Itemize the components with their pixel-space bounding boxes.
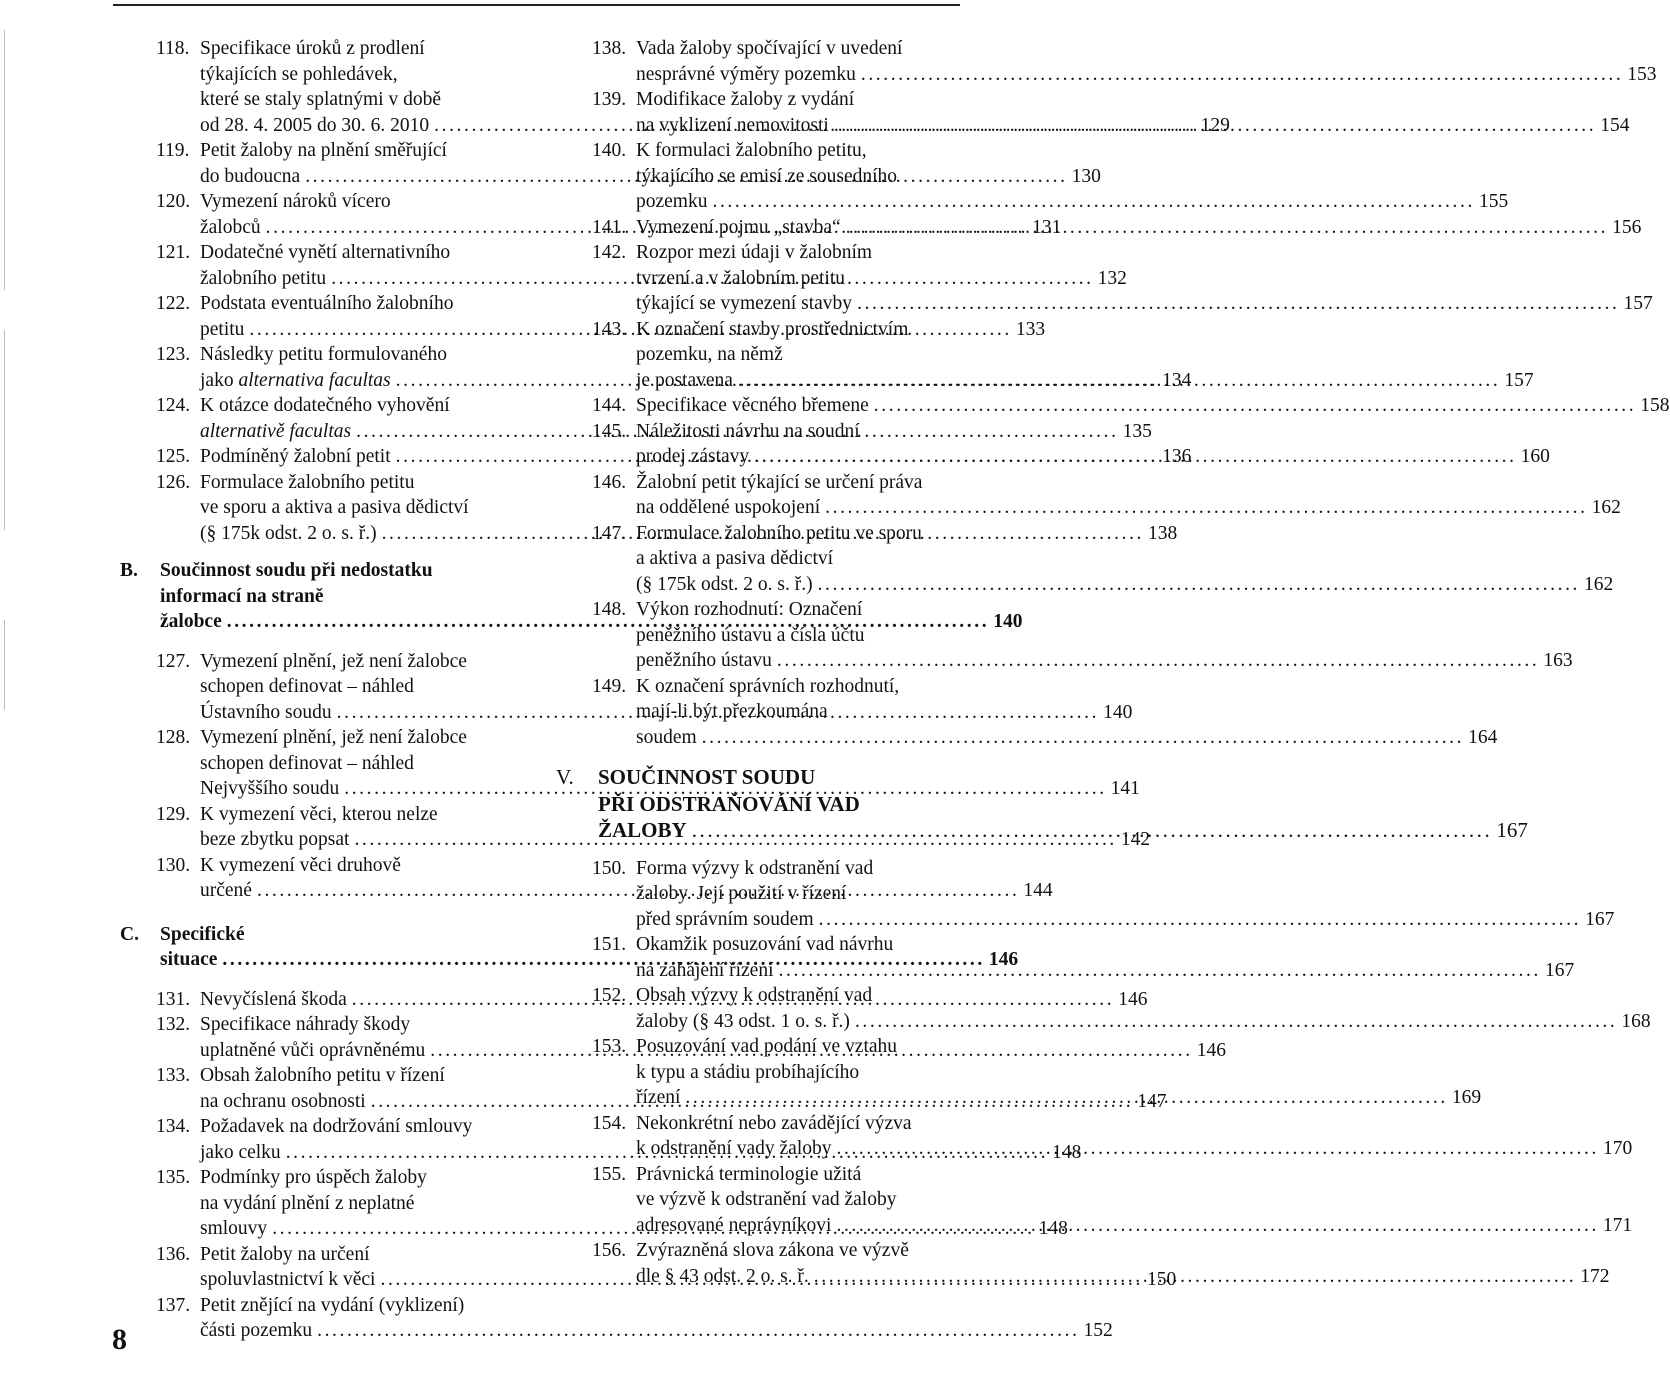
- entry-title-line: Vymezení plnění, jež není žalobce: [200, 650, 467, 672]
- entry-last-line: [636, 291, 1653, 317]
- entry-number: 138.: [592, 38, 627, 59]
- entry-number: 151.: [592, 934, 627, 955]
- toc-entry: [120, 1293, 1113, 1344]
- page-ref: 152: [1083, 1320, 1113, 1341]
- entry-title-line: petitu: [200, 318, 245, 340]
- entry-title-line: na oddělené uspokojení: [636, 497, 821, 518]
- dot-leader: [733, 368, 1504, 394]
- entry-number: 121.: [156, 242, 191, 263]
- page-ref: 136: [1162, 446, 1192, 467]
- entry-title-line: [200, 368, 391, 394]
- entry-number: 118.: [156, 38, 190, 59]
- entry-number: 133.: [156, 1065, 191, 1086]
- entry-number: 124.: [156, 395, 191, 416]
- entry-title-line: K vymezení věci druhově: [200, 854, 401, 876]
- page-ref: 132: [1097, 267, 1127, 289]
- entry-title-line: uplatněné vůči oprávněnému: [200, 1039, 426, 1061]
- entry-title-line: Nevyčíslená škoda: [200, 988, 347, 1010]
- dot-leader: [707, 189, 1478, 215]
- entry-last-line: [636, 572, 1614, 598]
- page-ref: 164: [1468, 726, 1498, 748]
- page-ref: 148: [1052, 1141, 1082, 1163]
- page-ref: 162: [1591, 497, 1621, 518]
- entry-number: 128.: [156, 727, 191, 748]
- entry-last-line: [636, 1009, 1651, 1035]
- page-ref: 156: [1612, 216, 1642, 238]
- entry-number: 126.: [156, 471, 191, 493]
- entry-title-line: Náležitosti návrhu na soudní: [636, 420, 860, 442]
- entry-title-line: Posuzování vad podání ve vztahu: [636, 1036, 898, 1057]
- entry-title-line: Obsah žalobního petitu v řízení: [200, 1065, 445, 1086]
- page-ref: 140: [1103, 701, 1133, 723]
- scan-edge-line: [4, 620, 5, 710]
- page-number: 8: [112, 1323, 127, 1356]
- section-letter: B.: [120, 560, 138, 581]
- dot-leader: [869, 393, 1640, 419]
- entry-title-line: Rozpor mezi údaji v žalobním: [636, 242, 873, 263]
- entry-title-line: mají-li být přezkoumána: [636, 701, 828, 722]
- entry-title-line: jako celku: [200, 1141, 281, 1163]
- entry-title-plain: jako: [200, 369, 239, 391]
- page-ref: 160: [1520, 446, 1550, 467]
- page-ref: 135: [1122, 420, 1152, 442]
- entry-title-line: pozemku: [636, 191, 708, 212]
- entry-number: 135.: [156, 1167, 191, 1188]
- entry-title-line: Specifikace úroků z prodlení: [200, 38, 425, 59]
- entry-number: 127.: [156, 650, 191, 672]
- entry-title-line: které se staly splatnými v době: [200, 89, 441, 110]
- entry-title-line: Vymezení pojmu „stavba“: [636, 216, 841, 238]
- entry-title-line: Vymezení nároků vícero: [200, 191, 391, 212]
- entry-title-line: žalobního petitu: [200, 267, 327, 289]
- dot-leader: [850, 1009, 1621, 1035]
- entry-title-line: části pozemku: [200, 1320, 313, 1341]
- entry-number: 129.: [156, 803, 191, 825]
- dot-leader: [841, 215, 1612, 241]
- entry-number: 144.: [592, 395, 627, 416]
- scan-edge-line: [4, 30, 5, 290]
- entry-title-line: schopen definovat – náhled: [200, 676, 414, 697]
- entry-title-line: Specifikace věcného břemene: [636, 395, 869, 416]
- entry-title-line: na vyklizení nemovitosti: [636, 114, 829, 136]
- dot-leader: [749, 444, 1520, 470]
- entry-title-line: žalobců: [200, 216, 261, 238]
- page-ref: 150: [1146, 1269, 1177, 1290]
- entry-title-line: žaloby (§ 43 odst. 1 o. s. ř.): [636, 1010, 850, 1032]
- entry-title-line: řízení: [636, 1087, 681, 1108]
- page-ref: 131: [1032, 216, 1062, 238]
- dot-leader: [829, 113, 1600, 139]
- entry-number: 142.: [592, 242, 627, 263]
- entry-last-line: [636, 189, 1509, 215]
- page-ref: 168: [1621, 1010, 1651, 1032]
- entry-title-line: určené: [200, 880, 252, 901]
- entry-title-line: a aktiva a pasiva dědictví: [636, 548, 834, 569]
- section-letter: V.: [556, 765, 574, 789]
- entry-number: 130.: [156, 854, 191, 876]
- page-ref: 133: [1015, 318, 1046, 340]
- entry-title-italic: alternativě facultas: [200, 420, 352, 442]
- dot-leader: [809, 1264, 1580, 1290]
- page-ref: 147: [1137, 1090, 1167, 1112]
- page-ref: 144: [1023, 880, 1053, 901]
- entry-number: 155.: [592, 1163, 627, 1185]
- entry-title-line: k typu a stádiu probíhajícího: [636, 1061, 860, 1083]
- entry-title-line: Ústavního soudu: [200, 701, 332, 723]
- dot-leader: [814, 907, 1585, 933]
- entry-number: 137.: [156, 1294, 191, 1316]
- entry-title-line: Podmínky pro úspěch žaloby: [200, 1167, 427, 1188]
- entry-title-line: Součinnost soudu při nedostatku: [160, 560, 433, 581]
- entry-number: 132.: [156, 1014, 191, 1035]
- entry-title-line: Specifické situace: [160, 923, 245, 970]
- dot-leader: [813, 572, 1584, 598]
- dot-leader: [772, 648, 1543, 674]
- entry-number: 139.: [592, 89, 627, 110]
- page-ref: 167: [1585, 908, 1615, 930]
- page-ref: 142: [1120, 829, 1151, 850]
- entry-title-line: (§ 175k odst. 2 o. s. ř.): [200, 522, 377, 544]
- entry-title-line: dle § 43 odst. 2 o. s. ř.: [636, 1265, 809, 1287]
- page-ref: 155: [1478, 191, 1509, 212]
- entry-number: 149.: [592, 675, 627, 697]
- page-ref: 153: [1627, 63, 1657, 85]
- page-ref: 138: [1148, 522, 1178, 544]
- entry-number: 120.: [156, 191, 191, 212]
- entry-title-line: do budoucna: [200, 165, 301, 187]
- entry-title-line: Výkon rozhodnutí: Označení: [636, 599, 863, 620]
- entry-title-line: na zahájení řízení: [636, 959, 774, 981]
- entry-number: 131.: [156, 988, 191, 1010]
- entry-title-line: SOUČINNOST SOUDU: [598, 765, 816, 789]
- entry-last-line: [636, 725, 1498, 751]
- entry-title-line: adresované neprávníkovi: [636, 1214, 832, 1236]
- entry-title-line: prodej zástavy: [636, 446, 750, 467]
- entry-title-line: spoluvlastnictví k věci: [200, 1269, 376, 1290]
- entry-last-line: [636, 62, 1657, 88]
- entry-number: 122.: [156, 293, 191, 314]
- entry-title-line: na ochranu osobnosti: [200, 1090, 366, 1112]
- page-ref: 167: [1544, 959, 1575, 981]
- entry-title-line: Požadavek na dodržování smlouvy: [200, 1116, 473, 1137]
- entry-title-line: informací na straně žalobce: [160, 585, 324, 632]
- page-ref: 169: [1451, 1087, 1482, 1108]
- page-ref: 167: [1496, 818, 1528, 842]
- entry-title-line: Petit znějící na vydání (vyklizení): [200, 1294, 465, 1316]
- entry-title-line: týkajícího se emisí ze sousedního: [636, 165, 898, 187]
- entry-title-line: peněžního ústavu a čísla účtu: [636, 624, 865, 646]
- page-ref: 163: [1543, 650, 1573, 671]
- toc-entry: [556, 393, 1670, 419]
- page-ref: 162: [1584, 573, 1614, 595]
- entry-title-line: PŘI ODSTRAŇOVÁNÍ VAD: [598, 791, 860, 816]
- entry-title-line: Dodatečné vynětí alternativního: [200, 242, 451, 263]
- entry-title-line: schopen definovat – náhled: [200, 752, 414, 774]
- dot-leader: [312, 1318, 1083, 1344]
- entry-title-line: smlouvy: [200, 1218, 268, 1239]
- page-ref: 172: [1580, 1265, 1610, 1287]
- entry-number: 140.: [592, 140, 627, 161]
- dot-leader: [687, 818, 1497, 842]
- page-ref: 134: [1162, 369, 1192, 391]
- entry-title-line: žaloby. Její použití v řízení: [636, 883, 847, 904]
- entry-title-line: beze zbytku popsat: [200, 829, 350, 850]
- entry-number: 136.: [156, 1243, 191, 1265]
- entry-title-line: Zvýrazněná slova zákona ve výzvě: [636, 1240, 909, 1261]
- entry-title-line: ŽALOBY: [598, 818, 687, 842]
- dot-leader: [697, 725, 1468, 751]
- entry-title-line: ve výzvě k odstranění vad žaloby: [636, 1189, 897, 1210]
- page-ref: 146: [988, 949, 1019, 970]
- page-ref: 171: [1602, 1214, 1633, 1236]
- page-ref: 154: [1600, 114, 1630, 136]
- entry-title-line: nesprávné výměry pozemku: [636, 63, 856, 85]
- page-ref: 170: [1602, 1138, 1633, 1159]
- entry-title-line: Nejvyššího soudu: [200, 778, 340, 799]
- entry-title-line: Nekonkrétní nebo zavádějící výzva: [636, 1112, 912, 1134]
- entry-last-line: [636, 648, 1573, 674]
- entry-title-line: Okamžik posuzování vad návrhu: [636, 934, 894, 955]
- dot-leader: [820, 495, 1591, 521]
- entry-number: 141.: [592, 216, 627, 238]
- entry-number: 154.: [592, 1112, 627, 1134]
- entry-title-line: pozemku, na němž: [636, 344, 783, 365]
- page-ref: 129: [1200, 114, 1230, 136]
- entry-title-line: Specifikace náhrady škody: [200, 1014, 411, 1035]
- entry-title-line: Podmíněný žalobní petit: [200, 446, 391, 467]
- entry-title-line: týkajících se pohledávek,: [200, 63, 398, 85]
- entry-number: 145.: [592, 420, 627, 442]
- toc-entry: [556, 470, 1621, 521]
- entry-number: 153.: [592, 1036, 627, 1057]
- entry-last-line: [636, 393, 1670, 419]
- entry-title-line: k odstranění vady žaloby: [636, 1138, 832, 1159]
- entry-title-line: týkající se vymezení stavby: [636, 293, 853, 314]
- entry-title-line: Vymezení plnění, jež není žalobce: [200, 727, 467, 748]
- entry-title-line: Forma výzvy k odstranění vad: [636, 857, 874, 879]
- entry-title-line: K označení stavby prostřednictvím: [636, 318, 909, 340]
- dot-leader: [831, 1213, 1602, 1239]
- dot-leader: [832, 1136, 1603, 1162]
- entry-number: 152.: [592, 985, 627, 1006]
- entry-title-line: Formulace žalobního petitu: [200, 471, 415, 493]
- entry-title-line: Petit žaloby na určení: [200, 1243, 370, 1265]
- entry-last-line: [636, 907, 1615, 933]
- page-ref: 146: [1118, 988, 1148, 1010]
- page-ref: 158: [1640, 395, 1670, 416]
- entry-title-line: na vydání plnění z neplatné: [200, 1192, 415, 1214]
- dot-leader: [774, 958, 1545, 984]
- entry-title-line: tvrzení a v žalobním petitu: [636, 267, 846, 289]
- entry-title-line: Následky petitu formulovaného: [200, 344, 447, 365]
- page-ref: 140: [993, 611, 1023, 632]
- entry-title-line: Vada žaloby spočívající v uvedení: [636, 38, 903, 59]
- scan-edge-line: [4, 330, 5, 530]
- top-rule: [113, 4, 960, 6]
- entry-title-line: K vymezení věci, kterou nelze: [200, 803, 438, 825]
- dot-leader: [856, 62, 1627, 88]
- entry-title-italic: alternativa facultas: [238, 369, 391, 391]
- page-ref: 148: [1038, 1218, 1068, 1239]
- entry-title-line: soudem: [636, 726, 697, 748]
- entry-title-line: od 28. 4. 2005 do 30. 6. 2010: [200, 114, 430, 136]
- entry-title-line: Petit žaloby na plnění směřující: [200, 140, 447, 161]
- entry-title-line: (§ 175k odst. 2 o. s. ř.): [636, 573, 813, 595]
- entry-number: 146.: [592, 471, 627, 493]
- page-ref: 130: [1071, 165, 1101, 187]
- entry-number: 123.: [156, 344, 191, 365]
- entry-number: 156.: [592, 1240, 627, 1261]
- dot-leader: [852, 291, 1623, 317]
- entry-title-line: před správním soudem: [636, 908, 814, 930]
- entry-title-line: je postavena: [636, 369, 733, 391]
- page-ref: 157: [1623, 293, 1653, 314]
- section-letter: C.: [120, 923, 139, 945]
- entry-title-line: K otázce dodatečného vyhovění: [200, 395, 450, 416]
- entry-number: 148.: [592, 599, 627, 620]
- entry-title-line: Obsah výzvy k odstranění vad: [636, 985, 873, 1006]
- entry-title-line: [200, 419, 351, 445]
- page-ref: 141: [1110, 778, 1140, 799]
- page-ref: 157: [1504, 369, 1534, 391]
- entry-number: 147.: [592, 522, 627, 544]
- entry-last-line: [636, 495, 1621, 521]
- entry-title-line: Formulace žalobního petitu ve sporu: [636, 522, 922, 544]
- entry-title-line: peněžního ústavu: [636, 650, 772, 671]
- entry-number: 150.: [592, 857, 627, 879]
- entry-number: 119.: [156, 140, 190, 161]
- toc-entry: [556, 36, 1657, 87]
- entry-last-line: [200, 1318, 1113, 1344]
- dot-leader: [680, 1085, 1451, 1111]
- entry-title-line: Právnická terminologie užitá: [636, 1163, 862, 1185]
- entry-title-line: ve sporu a aktiva a pasiva dědictví: [200, 497, 469, 518]
- entry-number: 143.: [592, 318, 627, 340]
- entry-title-line: Podstata eventuálního žalobního: [200, 293, 454, 314]
- entry-title-line: Žalobní petit týkající se určení práva: [636, 471, 923, 493]
- entry-title-line: Modifikace žaloby z vydání: [636, 89, 855, 110]
- entry-number: 134.: [156, 1116, 191, 1137]
- entry-title-line: K formulaci žalobního petitu,: [636, 140, 867, 161]
- page-ref: 146: [1196, 1039, 1226, 1061]
- entry-number: 125.: [156, 446, 191, 467]
- entry-title-line: K označení správních rozhodnutí,: [636, 675, 900, 697]
